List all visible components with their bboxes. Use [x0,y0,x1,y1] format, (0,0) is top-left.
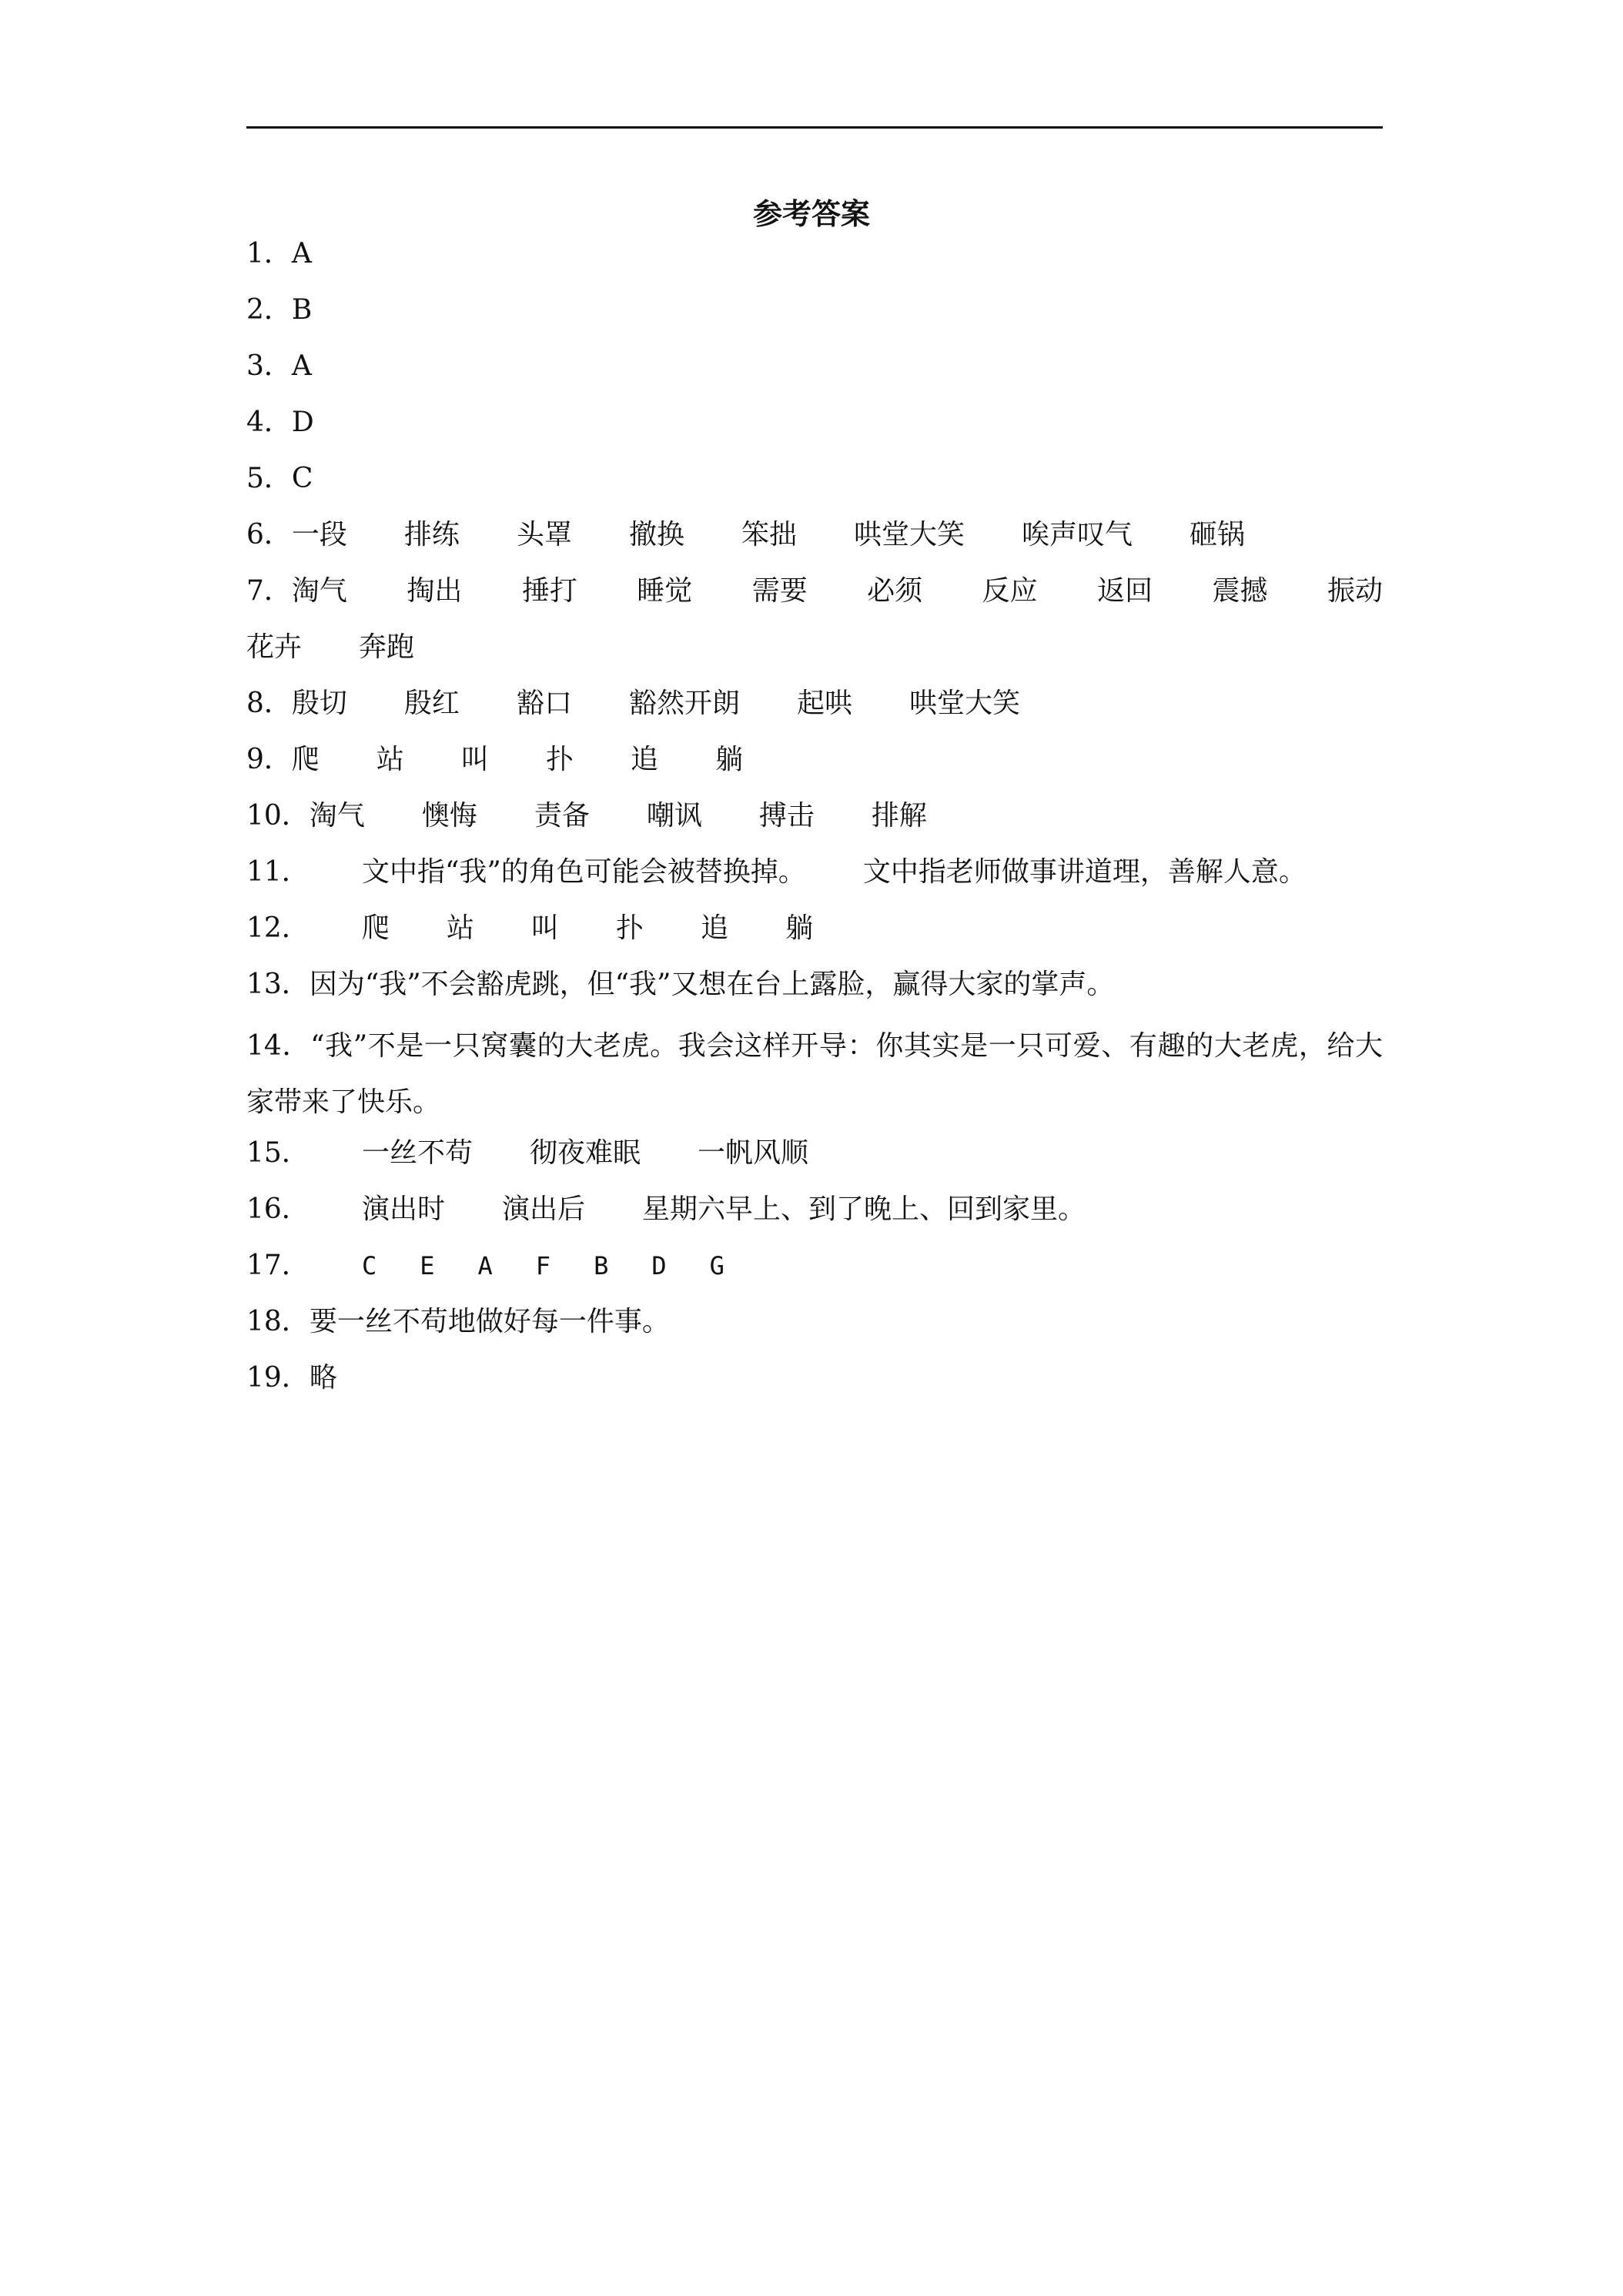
answer-11 [246,849,1383,905]
answer-item: 站 [376,744,404,775]
answer-number: 17． [246,1250,310,1281]
answer-item: 懊悔 [421,800,477,832]
answer-18 [246,1299,1383,1355]
answer-item: 躺 [714,744,743,775]
answer-14 [246,1018,1383,1130]
answer-item: D [291,407,314,438]
answer-item: F [535,1251,551,1280]
answer-item: 撤换 [628,519,684,551]
answer-number: 1． [246,238,292,269]
answer-item: 彻夜难眠 [530,1137,641,1169]
answer-number: 12． [246,912,310,944]
answer-item: 淘气 [309,800,365,832]
answer-item: 演出后 [502,1193,586,1225]
answer-item: 哄堂大笑 [909,688,1020,719]
answer-item: 笨拙 [741,519,797,551]
answer-8 [246,681,1383,737]
answer-item: A [291,238,312,269]
answer-item: C [362,1251,377,1280]
answer-number: 11． [246,856,310,888]
answer-item: 爬 [291,744,320,775]
answer-number: 2． [246,294,292,326]
answer-4 [246,400,1383,456]
answer-number: 3． [246,350,292,382]
answer-item: 一丝不苟 [362,1137,474,1169]
answer-item: 躺 [785,912,814,944]
answer-item: 必须 [867,575,923,607]
answer-item: 唉声叹气 [1022,519,1133,551]
answer-item: 奔跑 [359,631,415,663]
answer-1 [246,231,1383,287]
answer-item: D [651,1251,667,1280]
answer-item: 排解 [871,800,927,832]
answer-item: 文中指老师做事讲道理，善解人意。 [862,856,1307,888]
answer-item: 睡觉 [637,575,693,607]
answer-body: “我”不是一只窝囊的大老虎。我会这样开导：你其实是一只可爱、有趣的大老虎，给大家带来了快乐。 [246,1030,1383,1118]
answer-text: 略 [309,1362,337,1394]
answer-item: 责备 [534,800,590,832]
answer-item: 头罩 [516,519,572,551]
answer-12 [246,905,1383,962]
answer-item: 一段 [291,519,347,551]
answer-item: A [477,1251,493,1280]
answer-item: G [709,1251,724,1280]
answer-item: 演出时 [362,1193,446,1225]
answer-item: 豁口 [516,688,572,719]
answer-item: 哄堂大笑 [853,519,965,551]
header-rule [246,126,1383,129]
answer-item: A [291,350,312,382]
answer-item: C [291,463,313,494]
answer-text: 因为“我”不会豁虎跳，但“我”又想在台上露脸，赢得大家的掌声。 [309,969,1115,1000]
answer-number: 16． [246,1193,310,1225]
answer-9 [246,737,1383,793]
answer-item: 一帆风顺 [698,1137,809,1169]
answer-item: 花卉 [246,631,303,663]
answer-number: 10． [246,800,310,832]
answer-item: 叫 [531,912,560,944]
answer-item: 砸锅 [1190,519,1246,551]
answer-item: 排练 [403,519,460,551]
answer-text: 要一丝不苟地做好每一件事。 [309,1306,670,1337]
answer-number: 9． [246,744,292,775]
answer-item: 震撼 [1212,575,1268,607]
answer-number: 15． [246,1137,310,1169]
answer-7-continuation [246,624,1383,681]
answer-3 [246,343,1383,400]
answer-number: 7．淘气 [246,575,347,607]
answer-number: 5． [246,463,292,494]
answer-13 [246,962,1383,1018]
answer-10 [246,793,1383,849]
answer-16 [246,1186,1383,1243]
answer-item: 嘲讽 [646,800,702,832]
answer-15 [246,1130,1383,1186]
answer-item: 返回 [1097,575,1153,607]
answer-item: 豁然开朗 [628,688,740,719]
answer-item: 站 [447,912,475,944]
answer-text [246,1018,1383,1130]
answer-item: 殷切 [291,688,347,719]
answer-item: 爬 [362,912,390,944]
answer-item: 追 [630,744,658,775]
answer-item: E [420,1251,435,1280]
answer-19 [246,1355,1383,1411]
answer-item: 追 [701,912,729,944]
answer-item: 叫 [460,744,489,775]
page-title: 参考答案 [752,196,870,231]
answer-item: 殷红 [403,688,460,719]
answer-2 [246,287,1383,343]
answer-6 [246,512,1383,568]
answer-list [246,231,1383,1411]
answer-item: 星期六早上、到了晚上、回到家里。 [642,1193,1086,1225]
answer-item: 搏击 [758,800,815,832]
answer-7 [246,568,1383,624]
answer-number: 13． [246,969,310,1000]
answer-item: 反应 [982,575,1038,607]
answer-number: 14． [246,1030,311,1062]
answer-number: 8． [246,688,292,719]
answer-item: 扑 [545,744,574,775]
answer-item: 掏出 [407,575,463,607]
answer-item: 捶打 [521,575,577,607]
answer-item: 文中指“我”的角色可能会被替换掉。 [362,856,806,888]
answer-5 [246,456,1383,512]
answer-number: 19． [246,1362,310,1394]
answer-item: 需要 [751,575,808,607]
answer-17 [246,1243,1383,1299]
answer-number: 6． [246,519,292,551]
answer-item: B [291,294,313,326]
answer-number: 4． [246,407,292,438]
answer-item: 起哄 [796,688,852,719]
answer-item: 振动 [1327,575,1383,607]
answer-item: 扑 [616,912,644,944]
answer-item: B [594,1251,609,1280]
answer-number: 18． [246,1306,310,1337]
